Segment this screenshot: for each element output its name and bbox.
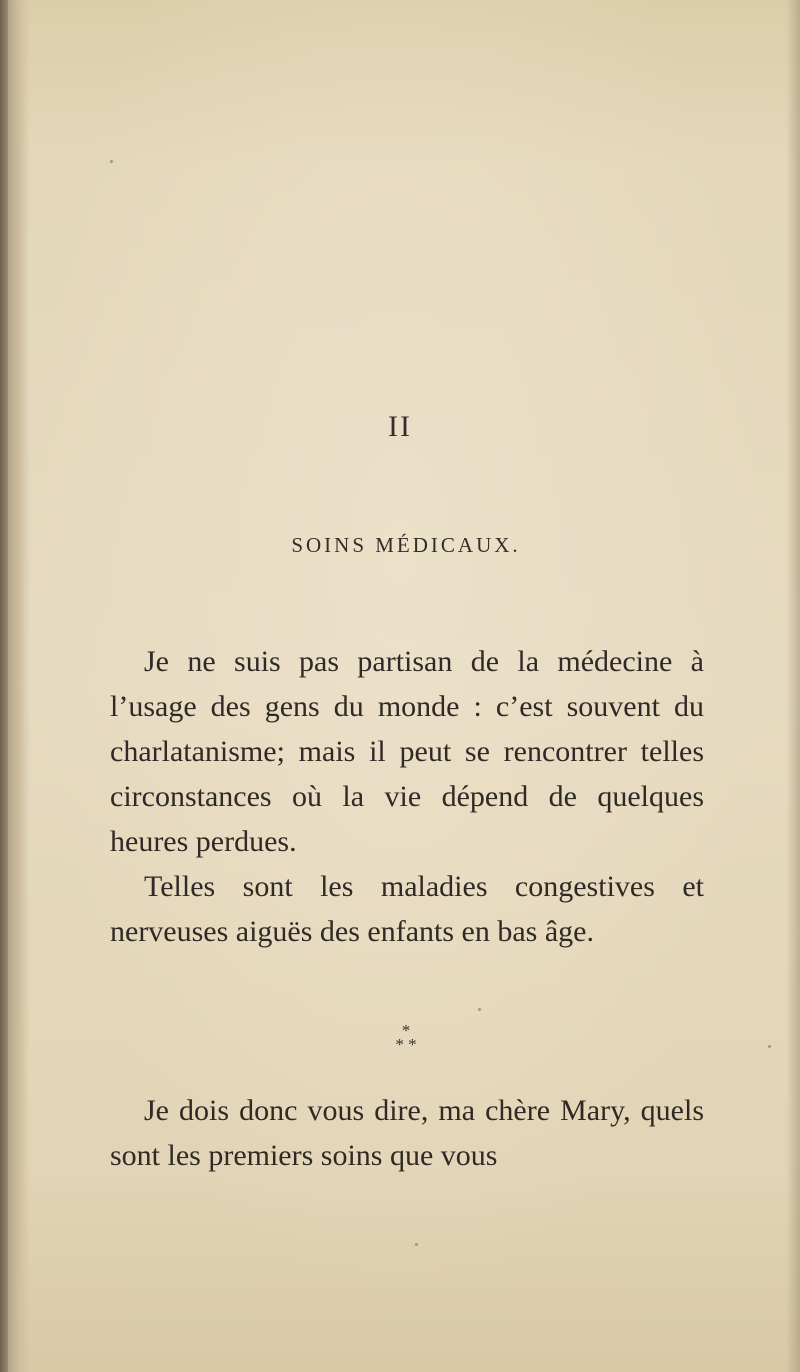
page-binding-edge [0, 0, 8, 1372]
asterism-separator [0, 1021, 800, 1054]
paper-speck [415, 1243, 418, 1246]
chapter-body [110, 639, 704, 954]
paragraph: Je dois donc vous dire, ma chère Mary, quels sont les premiers soins que vous [110, 1094, 704, 1172]
paragraph: Je ne suis pas partisan de la médecine à l’usage des gens du monde : c’est souvent du charlatanisme; mais il peut se rencontrer telles circonstances où la vie dépend de quelques heures perdues. [110, 645, 704, 858]
paragraph: Telles sont les maladies congestives et nerveuses aiguës des enfants en bas âge. [110, 870, 704, 948]
asterism-bottom: * * [395, 1035, 417, 1054]
paper-speck [768, 1045, 771, 1048]
chapter-number: II [388, 410, 412, 443]
asterism-top: * [401, 1021, 411, 1040]
chapter-title: SOINS MÉDICAUX. [291, 533, 521, 557]
page-right-edge [786, 0, 800, 1372]
paper-speck [478, 1008, 481, 1011]
paper-speck [110, 160, 113, 163]
continuation-body [110, 1088, 704, 1178]
